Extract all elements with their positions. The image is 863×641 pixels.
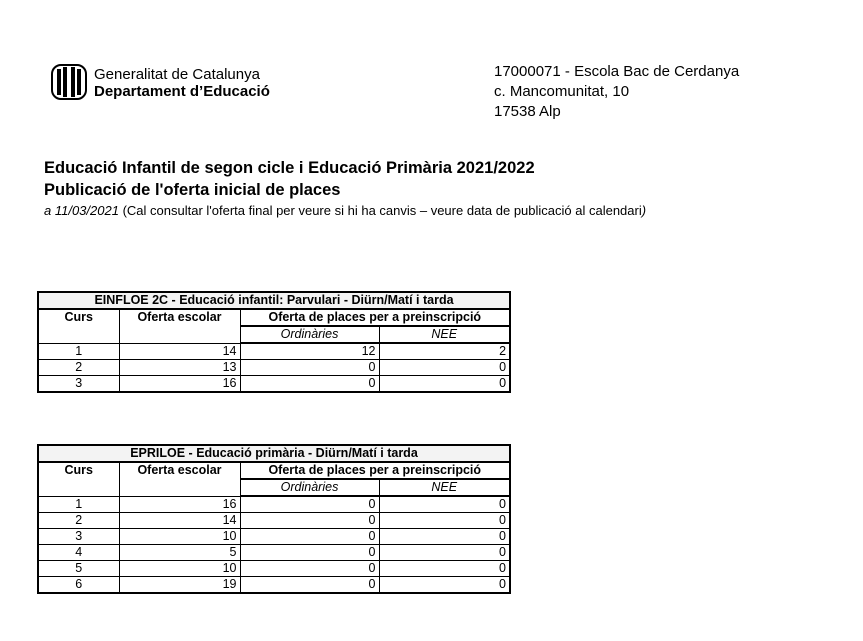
cell-nee: 0 (379, 513, 510, 529)
cell-ordinaries: 0 (240, 360, 379, 376)
cell-ordinaries: 0 (240, 496, 379, 513)
table-row (38, 529, 510, 545)
table-row (38, 513, 510, 529)
cell-nee: 0 (379, 496, 510, 513)
col-header-nee: NEE (379, 326, 510, 343)
school-address (494, 62, 739, 122)
cell-oferta: 14 (119, 513, 240, 529)
organization-name (94, 66, 270, 100)
cell-nee: 0 (379, 545, 510, 561)
org-line-department: Departament d’Educació (94, 83, 270, 100)
table-row (38, 561, 510, 577)
cell-oferta: 16 (119, 496, 240, 513)
cell-nee: 2 (379, 343, 510, 360)
col-header-ordinaries: Ordinàries (240, 479, 379, 496)
cell-oferta: 19 (119, 577, 240, 594)
col-header-nee: NEE (379, 479, 510, 496)
table-row (38, 496, 510, 513)
col-header-oferta: Oferta escolar (119, 309, 240, 343)
table-body (38, 496, 510, 593)
cell-curs: 6 (38, 577, 119, 594)
publication-note (44, 202, 646, 220)
table-title: EPRILOE - Educació primària - Diürn/Matí i tarda (38, 445, 510, 462)
cell-oferta: 10 (119, 529, 240, 545)
cell-oferta: 5 (119, 545, 240, 561)
publication-note-text: (Cal consultar l'oferta final per veure si hi ha canvis – veure data de publicació al calendari (122, 203, 642, 218)
cell-oferta: 10 (119, 561, 240, 577)
table-row (38, 343, 510, 360)
cell-oferta: 13 (119, 360, 240, 376)
cell-nee: 0 (379, 577, 510, 594)
cell-ordinaries: 0 (240, 529, 379, 545)
cell-oferta: 14 (119, 343, 240, 360)
cell-curs: 5 (38, 561, 119, 577)
document-title (44, 157, 535, 201)
publication-date: a 11/03/2021 (44, 203, 119, 218)
offer-table-infantil (37, 291, 511, 393)
cell-curs: 3 (38, 529, 119, 545)
col-header-curs: Curs (38, 309, 119, 343)
org-line-generalitat: Generalitat de Catalunya (94, 66, 260, 83)
cell-curs: 1 (38, 496, 119, 513)
document-title-line1: Educació Infantil de segon cicle i Educació Primària 2021/2022 (44, 159, 535, 177)
document-title-line2: Publicació de l'oferta inicial de places (44, 181, 341, 199)
offer-table-primaria (37, 444, 511, 594)
cell-curs: 3 (38, 376, 119, 393)
col-header-preinscripcio: Oferta de places per a preinscripció (240, 309, 510, 326)
cell-nee: 0 (379, 561, 510, 577)
school-code-name: 17000071 - Escola Bac de Cerdanya (494, 63, 740, 80)
cell-curs: 4 (38, 545, 119, 561)
table-row (38, 577, 510, 594)
table-row (38, 545, 510, 561)
cell-nee: 0 (379, 360, 510, 376)
col-header-preinscripcio: Oferta de places per a preinscripció (240, 462, 510, 479)
school-street: c. Mancomunitat, 10 (494, 83, 630, 100)
cell-oferta: 16 (119, 376, 240, 393)
col-header-ordinaries: Ordinàries (240, 326, 379, 343)
cell-ordinaries: 0 (240, 561, 379, 577)
table-body (38, 343, 510, 392)
cell-ordinaries: 12 (240, 343, 379, 360)
cell-nee: 0 (379, 529, 510, 545)
school-postal-city: 17538 Alp (494, 103, 561, 120)
table-row (38, 376, 510, 393)
publication-note-close: ) (641, 203, 647, 218)
col-header-curs: Curs (38, 462, 119, 496)
cell-ordinaries: 0 (240, 577, 379, 594)
cell-ordinaries: 0 (240, 513, 379, 529)
col-header-oferta: Oferta escolar (119, 462, 240, 496)
generalitat-logo-icon (51, 64, 87, 100)
cell-curs: 1 (38, 343, 119, 360)
cell-curs: 2 (38, 513, 119, 529)
table-row (38, 360, 510, 376)
cell-ordinaries: 0 (240, 545, 379, 561)
cell-curs: 2 (38, 360, 119, 376)
cell-nee: 0 (379, 376, 510, 393)
table-title: EINFLOE 2C - Educació infantil: Parvulari - Diürn/Matí i tarda (38, 292, 510, 309)
cell-ordinaries: 0 (240, 376, 379, 393)
